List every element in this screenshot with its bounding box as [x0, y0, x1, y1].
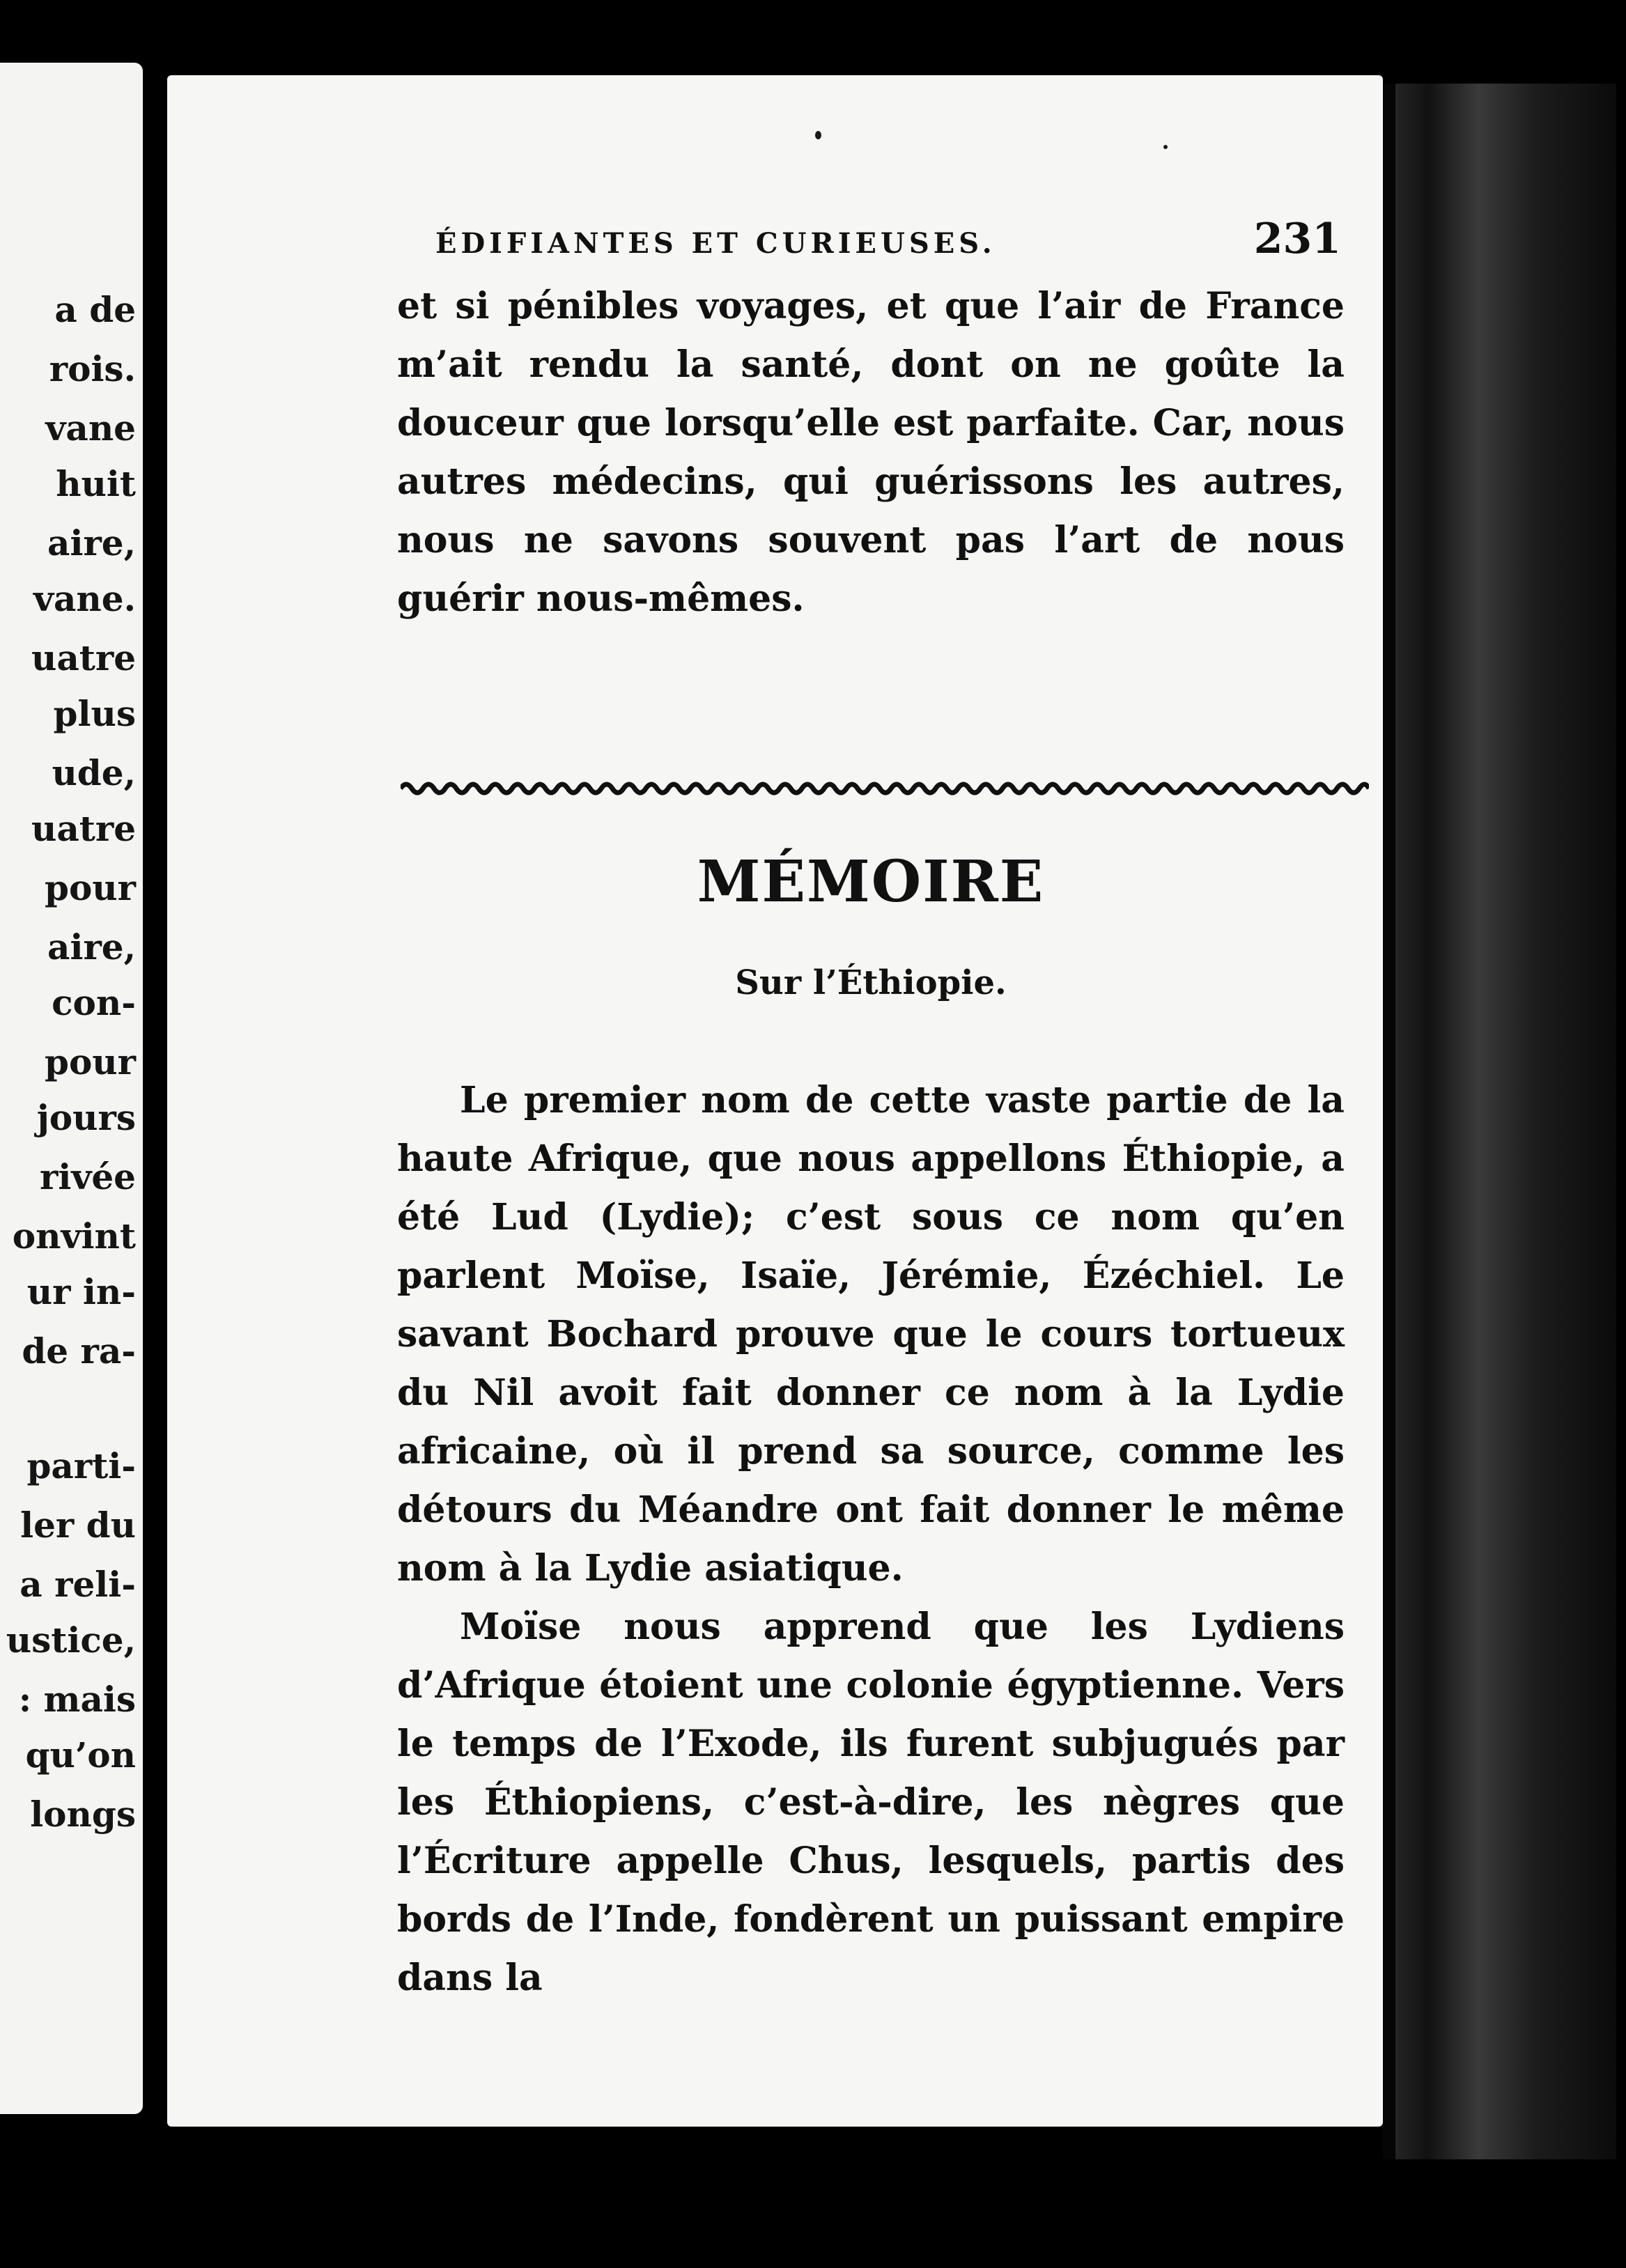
left-fragment-line: rivée	[39, 1156, 136, 1197]
left-fragment-line: ude,	[52, 752, 136, 793]
left-fragment-line: uatre	[31, 637, 136, 678]
page-gutter-shadow	[1383, 84, 1395, 2159]
body-paragraph: Le premier nom de cette vaste partie de la haute Afrique, que nous appellons Éthiopie, a été Lud (Lydie); c’est sous ce nom qu’en parlent Moïse, Isaïe, Jérémie, Ézéchiel. Le savant Bochard prouve que le cours tortueux du Nil avoit fait donner ce nom à la Lydie africaine, où il prend sa source, comme les détours du Méandre ont fait donner le même nom à la Lydie asiatique.	[397, 1079, 1345, 1590]
left-fragment-line: de ra-	[22, 1330, 136, 1372]
left-fragment-line: pour	[44, 1041, 136, 1082]
left-fragment-line: parti-	[26, 1445, 136, 1486]
decorative-rule	[401, 779, 1369, 798]
left-fragment-line: qu’on	[25, 1734, 136, 1776]
running-head-title: ÉDIFIANTES ET CURIEUSES.	[435, 227, 996, 260]
previous-page-fragment	[0, 63, 143, 2114]
page-number: 231	[1253, 215, 1341, 263]
left-fragment-line: vane.	[33, 578, 136, 619]
body-paragraph: Moïse nous apprend que les Lydiens d’Afrique étoient une colonie égyptienne. Vers le temps de l’Exode, ils furent subjugués par les Éthiopiens, c’est-à-dire, les nègres que l’Écriture appelle Chus, lesquels, partis des bords de l’Inde, fondèrent un puissant empire dans la	[397, 1606, 1345, 1999]
left-fragment-line: ler du	[20, 1505, 136, 1546]
left-fragment-line: : mais	[18, 1679, 136, 1720]
left-fragment-line: aire,	[47, 522, 136, 564]
left-fragment-line: huit	[56, 463, 136, 504]
left-fragment-line: rois.	[49, 348, 136, 389]
left-fragment-line: aire,	[47, 926, 136, 968]
memoir-title: MÉMOIRE	[697, 848, 1045, 915]
book-binding	[1386, 84, 1616, 2159]
continuation-paragraph: et si pénibles voyages, et que l’air de France m’ait rendu la santé, dont on ne goûte la douceur que lorsqu’elle est parfaite. Car, nous autres médecins, qui guérissons les autres, nous ne savons souvent pas l’art de nous guérir nous-mêmes.	[397, 285, 1345, 620]
book-page	[167, 75, 1383, 2127]
left-fragment-line: con-	[52, 982, 136, 1023]
left-fragment-line: vane	[45, 407, 136, 449]
left-fragment-line: uatre	[31, 808, 136, 849]
left-fragment-line: ustice,	[6, 1620, 136, 1661]
ink-speck	[1163, 145, 1168, 149]
left-fragment-line: longs	[30, 1794, 136, 1835]
left-fragment-line: pour	[44, 867, 136, 908]
left-fragment-line: jours	[36, 1097, 136, 1138]
left-fragment-line: ur in-	[26, 1271, 136, 1312]
body-text	[397, 1071, 1345, 2007]
memoir-subtitle: Sur l’Éthiopie.	[735, 963, 1007, 1002]
continuation-text	[397, 277, 1345, 628]
ink-speck	[815, 131, 821, 139]
left-fragment-line: plus	[53, 693, 136, 734]
left-fragment-line: onvint	[12, 1215, 136, 1257]
left-fragment-line: a de	[54, 289, 136, 330]
left-fragment-line: a reli-	[20, 1564, 136, 1605]
running-head	[435, 215, 1383, 270]
